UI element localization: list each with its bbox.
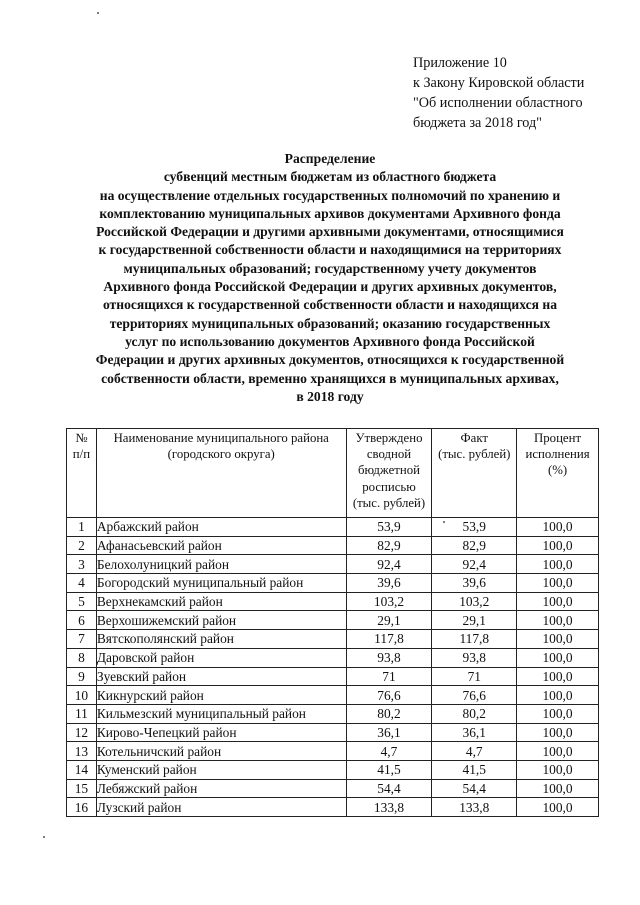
cell-percent: 100,0 (517, 760, 599, 779)
cell-percent: 100,0 (517, 704, 599, 723)
header-fact: Факт (тыс. рублей) (432, 429, 517, 518)
cell-row-number: 11 (67, 704, 97, 723)
cell-fact: 117,8 (432, 630, 517, 649)
cell-row-number: 14 (67, 760, 97, 779)
cell-row-number: 2 (67, 536, 97, 555)
cell-row-number: 1 (67, 518, 97, 537)
cell-percent: 100,0 (517, 742, 599, 761)
cell-approved: 117,8 (346, 630, 432, 649)
cell-fact: 39,6 (432, 574, 517, 593)
cell-row-number: 4 (67, 574, 97, 593)
appendix-line: бюджета за 2018 год" (413, 115, 542, 131)
table-row (67, 686, 599, 705)
cell-row-number: 3 (67, 555, 97, 574)
cell-fact: 71 (432, 667, 517, 686)
cell-district-name: Котельничский район (96, 742, 346, 761)
appendix-line: "Об исполнении областного (413, 95, 583, 111)
cell-row-number: 12 (67, 723, 97, 742)
cell-percent: 100,0 (517, 667, 599, 686)
table-row (67, 742, 599, 761)
cell-row-number: 5 (67, 592, 97, 611)
title-line: к государственной собственности области и находящимися на территориях (98, 242, 562, 258)
table-row (67, 779, 599, 798)
cell-row-number: 16 (67, 798, 97, 817)
cell-percent: 100,0 (517, 592, 599, 611)
cell-percent: 100,0 (517, 798, 599, 817)
title-line: услуг по использованию документов Архивного фонда Российской (125, 333, 535, 349)
cell-row-number: 15 (67, 779, 97, 798)
cell-district-name: Даровской район (96, 648, 346, 667)
cell-district-name: Куменский район (96, 760, 346, 779)
cell-row-number: 7 (67, 630, 97, 649)
cell-district-name: Богородский муниципальный район (96, 574, 346, 593)
table-row (67, 798, 599, 817)
cell-row-number: 13 (67, 742, 97, 761)
cell-fact: 76,6 (432, 686, 517, 705)
cell-district-name: Вятскополянский район (96, 630, 346, 649)
cell-fact: 54,4 (432, 779, 517, 798)
title-line: Российской Федерации и другими архивными документами, относящимися (96, 224, 564, 240)
scan-speck (443, 521, 445, 523)
table-row (67, 704, 599, 723)
document-title (60, 150, 600, 406)
title-line: в 2018 году (296, 388, 364, 404)
header-district-name: Наименование муниципального района (городского округа) (96, 429, 346, 518)
table-body (67, 518, 599, 817)
table-row (67, 648, 599, 667)
scan-speck (43, 836, 45, 838)
table-row (67, 723, 599, 742)
cell-fact: 29,1 (432, 611, 517, 630)
cell-percent: 100,0 (517, 611, 599, 630)
cell-fact: 80,2 (432, 704, 517, 723)
cell-percent: 100,0 (517, 555, 599, 574)
table-row (67, 574, 599, 593)
cell-district-name: Зуевский район (96, 667, 346, 686)
cell-district-name: Кирово-Чепецкий район (96, 723, 346, 742)
cell-percent: 100,0 (517, 723, 599, 742)
cell-district-name: Верхошижемский район (96, 611, 346, 630)
cell-percent: 100,0 (517, 574, 599, 593)
table-header-row (67, 429, 599, 518)
cell-district-name: Афанасьевский район (96, 536, 346, 555)
cell-fact: 103,2 (432, 592, 517, 611)
cell-approved: 41,5 (346, 760, 432, 779)
appendix-line: Приложение 10 (413, 55, 507, 71)
title-line: на осуществление отдельных государственных полномочий по хранению и (99, 187, 561, 203)
table-row (67, 592, 599, 611)
cell-approved: 82,9 (346, 536, 432, 555)
cell-fact: 41,5 (432, 760, 517, 779)
title-line: комплектованию муниципальных архивов документами Архивного фонда (99, 205, 561, 221)
cell-percent: 100,0 (517, 686, 599, 705)
cell-district-name: Белохолуницкий район (96, 555, 346, 574)
title-line: относящихся к государственной собственности области и находящихся на (102, 297, 558, 313)
table-row (67, 518, 599, 537)
scan-speck (97, 12, 99, 14)
cell-percent: 100,0 (517, 518, 599, 537)
cell-district-name: Лебяжский район (96, 779, 346, 798)
cell-approved: 4,7 (346, 742, 432, 761)
cell-approved: 54,4 (346, 779, 432, 798)
cell-approved: 71 (346, 667, 432, 686)
cell-approved: 53,9 (346, 518, 432, 537)
title-line: Федерации и других архивных документов, относящихся к государственной (95, 352, 565, 368)
cell-approved: 80,2 (346, 704, 432, 723)
cell-fact: 92,4 (432, 555, 517, 574)
cell-approved: 103,2 (346, 592, 432, 611)
cell-approved: 76,6 (346, 686, 432, 705)
cell-row-number: 10 (67, 686, 97, 705)
cell-fact: 82,9 (432, 536, 517, 555)
header-approved: Утверждено сводной бюджетной росписью (тыс. рублей) (346, 429, 432, 518)
appendix-line: к Закону Кировской области (413, 75, 585, 91)
table-row (67, 760, 599, 779)
cell-district-name: Арбажский район (96, 518, 346, 537)
cell-district-name: Верхнекамский район (96, 592, 346, 611)
appendix-reference (413, 53, 628, 133)
table-row (67, 630, 599, 649)
header-row-number: № п/п (67, 429, 97, 518)
cell-district-name: Кикнурский район (96, 686, 346, 705)
cell-approved: 39,6 (346, 574, 432, 593)
table-row (67, 536, 599, 555)
table-row (67, 611, 599, 630)
cell-percent: 100,0 (517, 648, 599, 667)
cell-row-number: 9 (67, 667, 97, 686)
cell-row-number: 6 (67, 611, 97, 630)
cell-percent: 100,0 (517, 630, 599, 649)
cell-row-number: 8 (67, 648, 97, 667)
title-line: Распределение (284, 151, 376, 166)
title-line: Архивного фонда Российской Федерации и других архивных документов, (103, 279, 557, 295)
cell-percent: 100,0 (517, 536, 599, 555)
cell-fact: 4,7 (432, 742, 517, 761)
cell-approved: 92,4 (346, 555, 432, 574)
title-line: субвенций местным бюджетам из областного бюджета (163, 169, 497, 185)
cell-fact: 133,8 (432, 798, 517, 817)
table-row (67, 667, 599, 686)
title-line: собственности области, временно хранящихся в муниципальных архивах, (101, 370, 559, 386)
title-line: территориях муниципальных образований; оказанию государственных (109, 315, 551, 331)
cell-approved: 29,1 (346, 611, 432, 630)
table-row (67, 555, 599, 574)
cell-district-name: Лузский район (96, 798, 346, 817)
cell-approved: 93,8 (346, 648, 432, 667)
cell-fact: 36,1 (432, 723, 517, 742)
cell-approved: 133,8 (346, 798, 432, 817)
distribution-table (66, 428, 599, 817)
cell-percent: 100,0 (517, 779, 599, 798)
title-line: муниципальных образований; государственному учету документов (123, 260, 537, 276)
cell-fact: 93,8 (432, 648, 517, 667)
cell-approved: 36,1 (346, 723, 432, 742)
cell-fact: 53,9 (432, 518, 517, 537)
header-percent: Процент исполнения (%) (517, 429, 599, 518)
cell-district-name: Кильмезский муниципальный район (96, 704, 346, 723)
